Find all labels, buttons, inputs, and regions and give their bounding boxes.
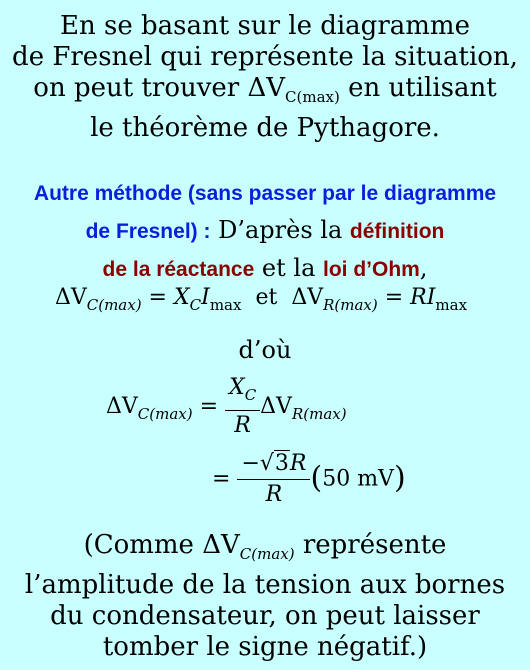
intro-paragraph	[0, 11, 530, 144]
note-line-4: tomber le signe négatif.)	[102, 632, 428, 662]
intro-line-3	[0, 73, 530, 113]
eq3-paren-close: )	[393, 460, 406, 496]
alt-term-definition: définition	[349, 220, 445, 243]
intro-line-3-post: en utilisant	[339, 73, 497, 103]
eq3-numerator	[237, 449, 310, 480]
alt-text-2: et la	[254, 254, 323, 282]
alt-method	[0, 174, 530, 288]
eq1-equals-2: =	[377, 285, 411, 310]
alt-line-3	[0, 250, 530, 288]
dou-text: d’où	[238, 336, 292, 364]
eq3-fraction	[237, 449, 310, 510]
alt-term-ohm: loi d’Ohm	[323, 258, 420, 281]
eq1-x: X	[173, 285, 190, 310]
alt-heading-line-2	[0, 212, 530, 250]
eq3-num-r: R	[289, 451, 307, 476]
note-paragraph	[0, 530, 530, 663]
eq1-i-sub: max	[209, 296, 242, 314]
note-line-2: l’amplitude de la tension aux bornes	[24, 570, 506, 600]
intro-line-3-sub: C(max)	[285, 88, 340, 106]
eq1-ri: RI	[410, 285, 436, 310]
eq3-minus: −	[241, 451, 260, 476]
intro-line-4: le théorème de Pythagore.	[90, 113, 440, 143]
eq3-paren-open: (	[310, 460, 323, 496]
alt-term-reactance: de la réactance	[102, 258, 255, 281]
alt-heading-2: de Fresnel) :	[85, 220, 211, 243]
eq1-et: et	[241, 285, 292, 310]
note-line-1-post: représente	[294, 530, 447, 560]
note-line-1-sub: C(max)	[239, 545, 295, 563]
alt-text-3: ,	[419, 254, 428, 282]
eq3-sqrt-icon: √	[259, 451, 274, 476]
eq2-equals: =	[192, 394, 226, 419]
intro-line-3-pre: on peut trouver ΔV	[33, 73, 286, 103]
eq1-delta-v2: ΔV	[291, 285, 324, 310]
eq2-sub-c: C(max)	[137, 405, 193, 423]
eq3-value: 50 mV	[322, 466, 394, 492]
eq3-denominator: R	[265, 482, 283, 507]
eq2-num-sub: C	[244, 386, 257, 404]
alt-text-1: D’après la	[210, 216, 350, 244]
eq2-denominator: R	[234, 413, 251, 438]
intro-line-2-text: de Fresnel qui représente la situation,	[12, 42, 518, 72]
eq2-delta-v: ΔV	[106, 394, 138, 419]
eq1-i: I	[201, 285, 210, 310]
eq1-sub-c: C(max)	[86, 296, 142, 314]
eq1-equals: =	[141, 285, 174, 310]
eq1-ri-sub: max	[435, 296, 468, 314]
alt-heading-line-1	[0, 174, 530, 212]
equation-3	[212, 449, 406, 510]
intro-line-1: En se basant sur le diagramme	[60, 11, 470, 41]
eq1-delta-v: ΔV	[54, 285, 87, 310]
equation-1	[0, 285, 526, 314]
eq2-numerator	[225, 373, 260, 411]
intro-line-2	[0, 42, 530, 73]
alt-heading-1: Autre méthode (sans passer par le diagramme	[33, 182, 497, 205]
eq3-equals: =	[212, 466, 238, 492]
eq2-fraction	[225, 373, 260, 441]
note-line-3: du condensateur, on peut laisser	[50, 601, 480, 631]
eq2-sub-r: R(max)	[291, 405, 347, 423]
note-line-1	[0, 530, 530, 570]
eq2-delta-v2: ΔV	[260, 394, 292, 419]
eq3-sqrt-arg: 3	[274, 451, 289, 476]
note-line-1-pre: (Comme ΔV	[83, 530, 240, 560]
equation-2	[106, 373, 347, 441]
eq2-num-x: X	[229, 375, 245, 400]
eq1-sub-r: R(max)	[323, 296, 378, 314]
eq1-x-sub: C	[189, 296, 202, 314]
